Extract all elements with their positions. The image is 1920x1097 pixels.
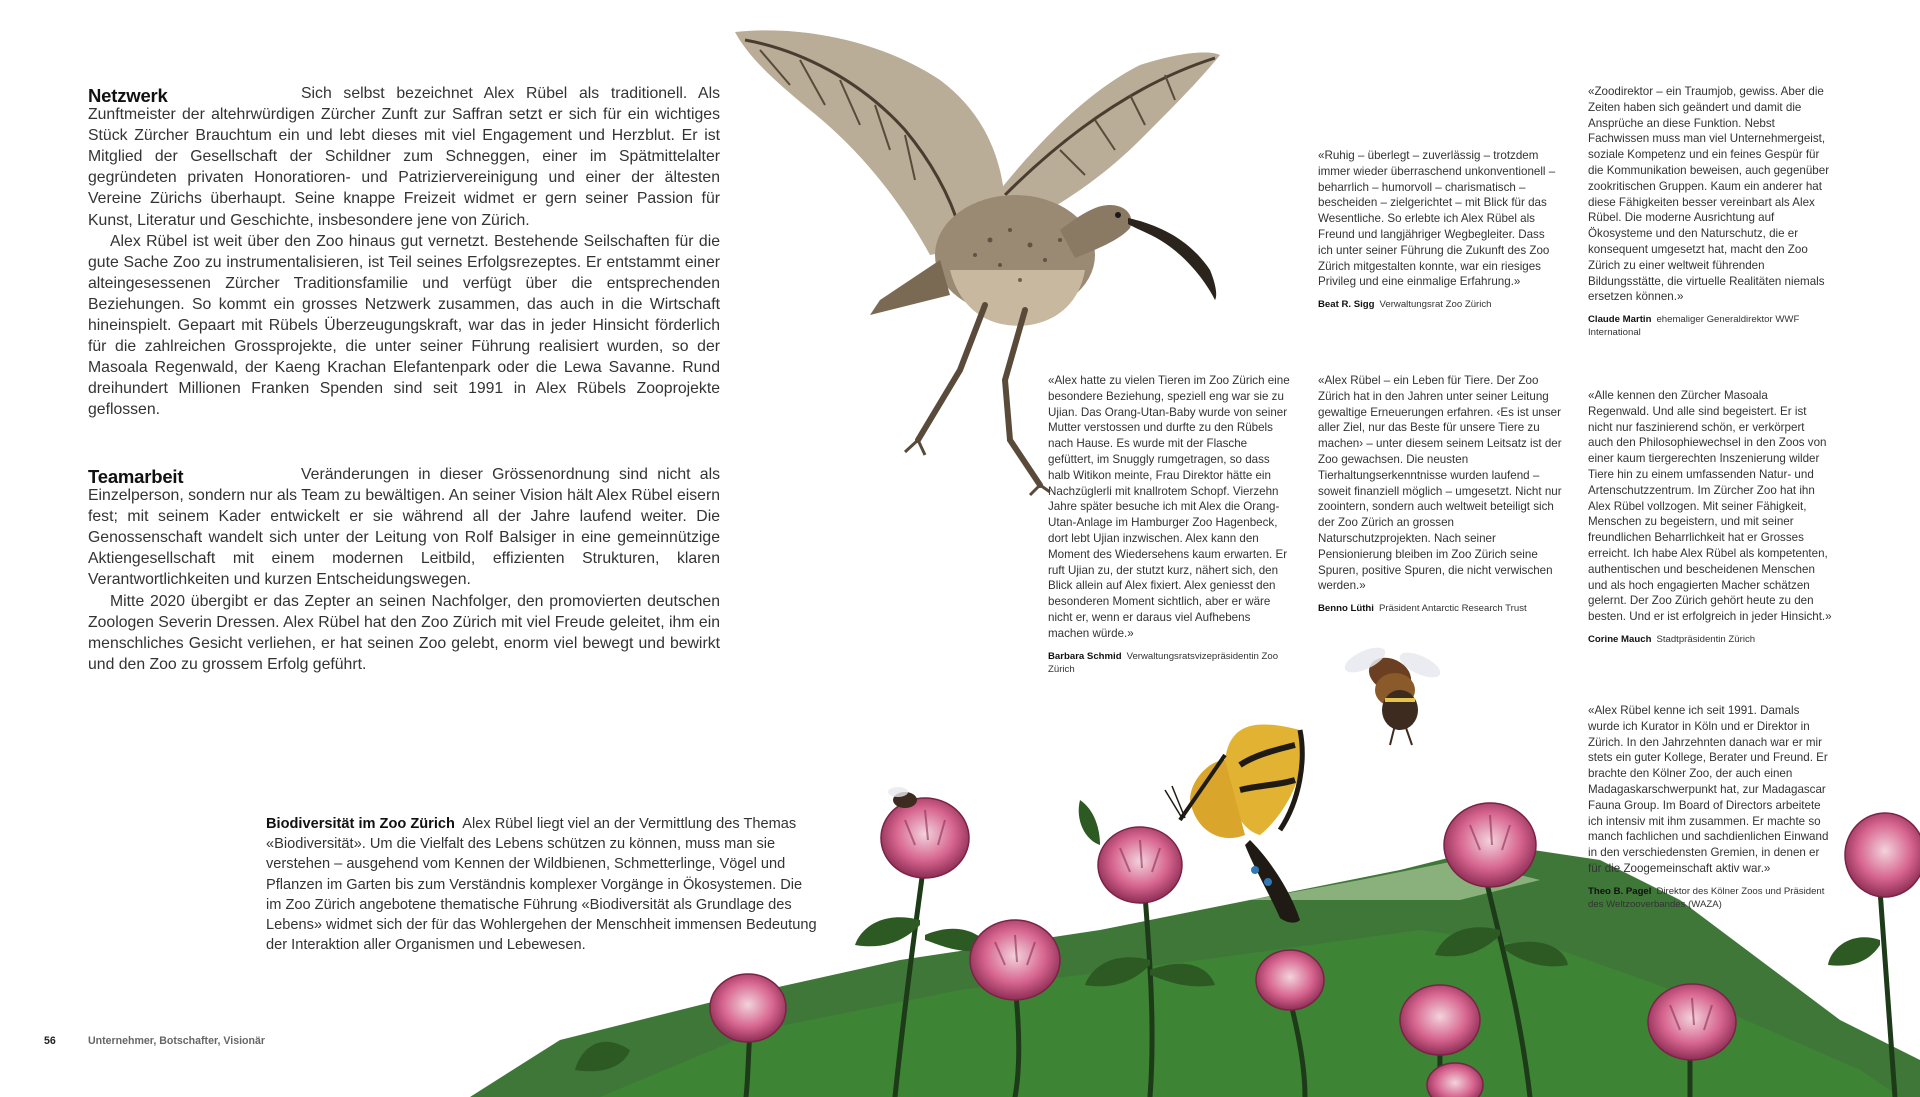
quote-author: Theo B. Pagel (1588, 885, 1652, 897)
swallowtail-butterfly-illustration (1165, 724, 1303, 922)
quote-author-role: Stadtpräsidentin Zürich (1656, 633, 1756, 645)
quote-author-role: Verwaltungsratsvizepräsidentin Zoo Zürich (1048, 650, 1279, 675)
netzwerk-body (88, 83, 720, 421)
section-heading-teamarbeit: Teamarbeit (88, 466, 184, 487)
quote-author-role: Präsident Antarctic Research Trust (1378, 603, 1527, 615)
quote-theo-pagel (1588, 703, 1832, 911)
quote-author: Benno Lüthi (1318, 603, 1374, 615)
page-number: 56 (44, 1035, 56, 1047)
netzwerk-paragraph-2: Alex Rübel ist weit über den Zoo hinaus gut vernetzt. Bestehende Seilschaften für die gute Sache Zoo zu instrumentalisieren, ist Teil seines Erfolgsrezeptes. Er entstammt einer alteingesessenen Zürcher Traditionsfamilie und verfügt über die entsprechenden Beziehungen. So kommt ein grosses Netzwerk zusammen, das auch in die Wirtschaft hineinspielt. Gepaart mit Rübels Überzeugungskraft, war das in jeder Hinsicht förderlich für die zahlreichen Grossprojekte, die unter seiner Führung realisiert wurden, so der Masoala Regenwald, der Kaeng Krachan Elefantenpark oder die Lewa Savanne. Rund dreihundert Millionen Franken Spenden sind seit 1991 in Alex Rübels Zooprojekte geflossen. (88, 232, 720, 419)
biodiversity-heading: Biodiversität im Zoo Zürich (266, 816, 455, 832)
quote-author-role: Direktor des Kölner Zoos und Präsident des Weltzooverbandes (WAZA) (1588, 885, 1825, 910)
quote-text: «Alle kennen den Zürcher Masoala Regenwald. Und alle sind begeistert. Er ist nicht nur faszinierend schön, er verkörpert auch den Philosophiewechsel in den Zoos von einer kaum tiergerechten Inszenierung wilder Tiere hin zu einem umfassenden Natur- und Artenschutzzentrum. Im Zürcher Zoo hat ihn Alex Rübel vollzogen. Mit seiner Fähigkeit, Menschen zu begeistern, und mit seiner freundlichen Beharrlichkeit hat er Grosses erreicht. Ich habe Alex Rübel als kompetenten, authentischen und bescheidenen Menschen und als hoch engagierten Macher schätzen gelernt. Der Zoo Zürich gehört heute zu den besten. Und er ist erfolgreich in jeder Hinsicht.» (1588, 389, 1832, 624)
teamarbeit-paragraph-1: Veränderungen in dieser Grössenordnung sind nicht als Einzelperson, sondern nur als Team zu bewältigen. An seiner Vision hält Alex Rübel eisern fest; mit seinem Kader entwickelt er sie während all der Jahre laufend weiter. Die Genossenschaft wandelt sich unter der Leitung von Rolf Balsiger in eine gemeinnützige Aktiengesellschaft mit einem modernen Leitbild, effizienten Strukturen, klaren Verantwortlichkeiten und kurzen Entscheidungswegen. (88, 466, 720, 589)
quote-barbara-schmid (1048, 373, 1294, 676)
biodiversity-text: Alex Rübel liegt viel an der Vermittlung des Themas «Biodiversität». Um die Vielfalt des Lebens schützen zu können, muss man sie verstehen – ausgehend vom Kennen der Wildbienen, Schmetterlinge, Vögel und Pflanzen im Garten bis zum Verständnis komplexer Vorgänge in Ökosystemen. Die im Zoo Zürich angebotene thematische Führung «Biodiversität als Grundlage des Lebens» widmet sich der für das Wohlergehen der Menschheit immensen Bedeutung der Interaktion aller Organismen und Lebewesen. (266, 816, 817, 954)
teamarbeit-paragraph-2: Mitte 2020 übergibt er das Zepter an seinen Nachfolger, den promovierten deutschen Zoologen Severin Dressen. Alex Rübel hat den Zoo Zürich mit viel Freude geleitet, ihm ein menschliches Gesicht verliehen, er hat seinen Zoo gelebt, enorm viel bewegt und bewirkt und den Zoo zu grossem Erfolg geführt. (88, 592, 720, 673)
quote-benno-luethi (1318, 373, 1564, 615)
quote-text: «Alex Rübel kenne ich seit 1991. Damals wurde ich Kurator in Köln und er Direktor in Zürich. In den Jahrzehnten danach war er mir stets ein guter Kollege, Berater und Freund. Er brachte den Kölner Zoo, der auch einen Madagaskarschwerpunkt hat, zur Madagascar Fauna Group. Im Board of Directors arbeitete ich intensiv mit ihm zusammen. Er machte so manch fachlichen und sachdienlichen Einwand in den verschiedensten Gremien, in denen er für die Zoogemeinschaft aktiv war.» (1588, 704, 1829, 875)
quote-text: «Zoodirektor – ein Traumjob, gewiss. Aber die Zeiten haben sich geändert und damit die Ansprüche an diese Funktion. Nebst Fachwissen muss man viel Unternehmergeist, soziale Kompetenz und ein feines Gespür für die Kommunikation beweisen, auch gegenüber zookritischen Gruppen. Kaum ein anderer hat diese Fähigkeiten besser vereinbart als Alex Rübel. Die moderne Ausrichtung auf Ökosysteme und den Naturschutz, die er konsequent umgesetzt hat, macht den Zoo Zürich zu einer weltweit führenden Bildungsstätte, die virtuelle Realitäten niemals ersetzen können.» (1588, 85, 1830, 304)
bumblebee-illustration (1341, 643, 1443, 745)
netzwerk-paragraph-1: Sich selbst bezeichnet Alex Rübel als traditionell. Als Zunftmeister der altehrwürdigen Zürcher Zunft zur Saffran setzt er sich für ein wichtiges Stück Zürcher Brauchtum ein und lebt dieses mit viel Engagement und Herzblut. Er ist Mitglied der Gesellschaft der Schildner zum Schneggen, einer im Spätmittelalter gegründeten privaten Honoratioren- und Patriziervereinigung und einer der ältesten Vereine Zürichs überhaupt. Seine knappe Freizeit widmet er gern seiner Passion für Kunst, Literatur und Geschichte, insbesondere jene von Zürich. (88, 85, 720, 229)
quote-signature (1588, 313, 1832, 339)
quote-signature (1318, 298, 1562, 311)
heading-spacer (88, 83, 301, 104)
section-heading-netzwerk: Netzwerk (88, 85, 168, 106)
footer-section-label: Unternehmer, Botschafter, Visionär (88, 1035, 266, 1047)
quote-author-role: ehemaliger Generaldirektor WWF International (1588, 314, 1800, 339)
quote-corine-mauch (1588, 388, 1832, 646)
quote-author-role: Verwaltungsrat Zoo Zürich (1379, 299, 1492, 311)
quote-text: «Alex Rübel – ein Leben für Tiere. Der Zoo Zürich hat in den Jahren unter seiner Leitung gewaltige Erneuerungen erfahren. ‹Es ist unser aller Ziel, nur das Beste für unsere Tiere zu machen› – unter diesem seinem Leitsatz ist der Zoo gewachsen. Die neusten Tierhaltungserkenntnisse wurden laufend – soweit finanziell möglich – umgesetzt. Nicht nur zoointern, sondern auch weltweit beteiligt sich der Zoo Zürich an grossen Naturschutzprojekten. Nach seiner Pensionierung bleiben im Zoo Zürich seine Spuren, positive Spuren, die nicht verwischen werden.» (1318, 374, 1562, 593)
quote-author: Claude Martin (1588, 314, 1652, 326)
heading-spacer (88, 464, 301, 485)
quote-signature (1588, 885, 1832, 911)
quote-text: «Alex hatte zu vielen Tieren im Zoo Zürich eine besondere Beziehung, speziell eng war sie zu Ujian. Das Orang-Utan-Baby wurde von seiner Mutter verstossen und durfte zu den Rübels nach Hause. Es wurde mit der Flasche gefüttert, im Snuggly rumgetragen, so dass halb Witikon meinte, Frau Direktor hätte ein Nachzüglerli mit knallrotem Schopf. Vierzehn Jahre später besuche ich mit Alex die Orang-Utan-Anlage im Hamburger Zoo Hagenbeck, dort lebt Ujian inzwischen. Alex kann den Moment des Wiedersehens kaum erwarten. Er ruft Ujian zu, der stutzt kurz, nähert sich, den Blick allein auf Alex fixiert. Alex geniesst den besonderen Moment sichtlich, aber er wäre nicht er, wenn er daraus viel Aufhebens machen würde.» (1048, 374, 1290, 640)
biodiversity-paragraph (266, 814, 821, 955)
quote-claude-martin (1588, 84, 1832, 339)
quote-beat-sigg (1318, 148, 1562, 311)
quote-signature (1048, 650, 1294, 676)
quote-signature (1318, 602, 1564, 615)
quote-signature (1588, 633, 1832, 646)
quote-author: Barbara Schmid (1048, 650, 1122, 662)
quote-text: «Ruhig – überlegt – zuverlässig – trotzdem immer wieder überraschend unkonventionell – beharrlich – humorvoll – charismatisch – bescheiden – zielgerichtet – mit Blick für das Wesentliche. So erlebte ich Alex Rübel als Freund und langjähriger Wegbegleiter. Dass ich unter seiner Führung die Zukunft des Zoo Zürich mitgestalten konnte, war ein riesiges Privileg und eine einmalige Erfahrung.» (1318, 149, 1556, 289)
teamarbeit-body (88, 464, 720, 675)
quote-author: Corine Mauch (1588, 633, 1652, 645)
quote-author: Beat R. Sigg (1318, 299, 1375, 311)
